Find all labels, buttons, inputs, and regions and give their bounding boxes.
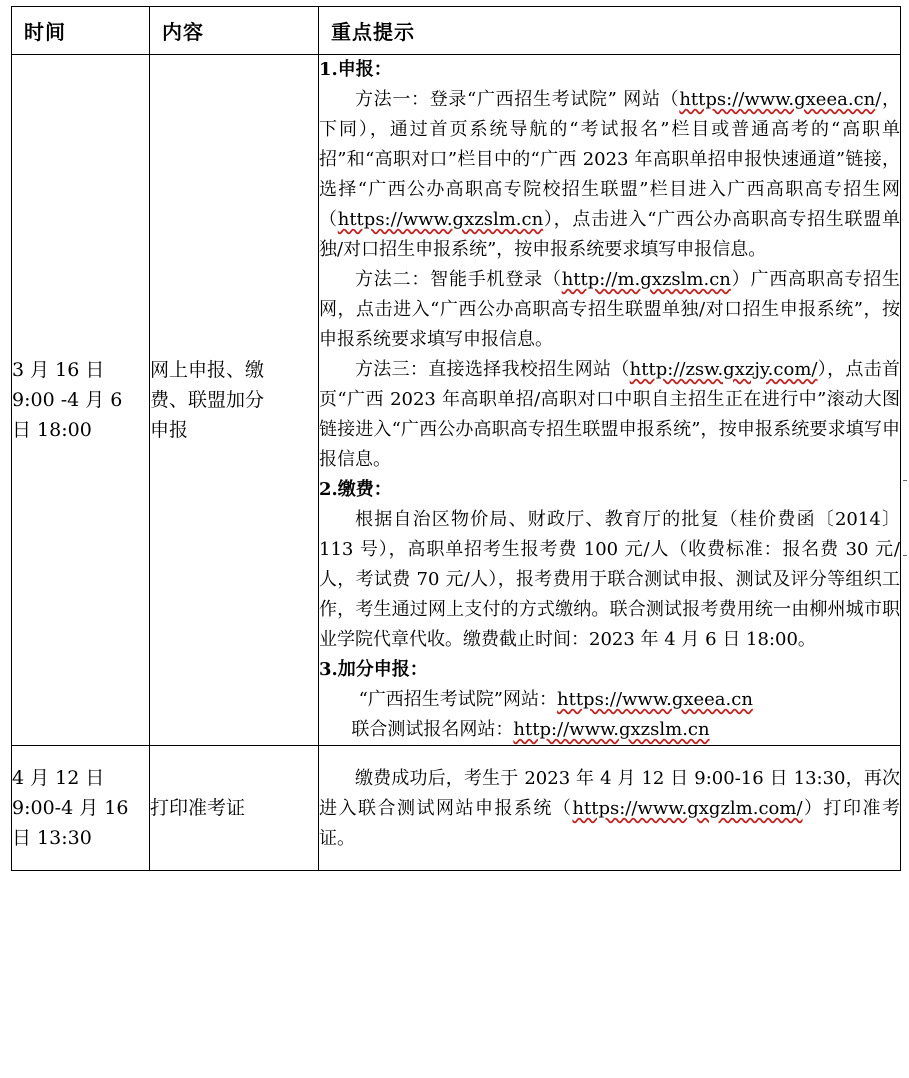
print-admission-text: 缴费成功后，考生于 2023 年 4 月 12 日 9:00-16 日 13:30，再次进入联合测试网站申报系统（https://www.gxgzlm.com/）打印准考证。 — [319, 768, 901, 849]
header-content: 内容 — [150, 7, 319, 55]
method-one: 方法一：登录“广西招生考试院” 网站（https://www.gxeea.cn/，下同），通过首页系统导航的“考试报名”栏目或普通高考的“高职单招”和“高职对口”栏目中的“广西 2023 年高职单招申报快速通道”链接，选择“广西公办高职高专院校招生联盟”栏目进入广西高职高专招生网（https://www.gxzslm.cn），点击进入“广西公办高职高专招生联盟单独/对口招生申报系统”，按申报系统要求填写申报信息。 — [319, 89, 900, 260]
table-row — [12, 55, 901, 746]
table-row — [12, 746, 901, 871]
gxzslm-link-2[interactable]: http://www.gxzslm.cn — [513, 719, 710, 740]
bonus-site-1: “广西招生考试院”网站：https://www.gxeea.cn — [358, 689, 753, 710]
gxgzlm-link[interactable]: https://www.gxgzlm.com/ — [572, 798, 803, 819]
header-row — [12, 7, 901, 55]
mobile-gxzslm-link[interactable]: http://m.gxzslm.cn — [561, 269, 731, 290]
section-fee-title: 2.缴费： — [319, 479, 392, 500]
schedule-table — [11, 6, 901, 871]
bonus-site-2: 联合测试报名网站：http://www.gxzslm.cn — [351, 719, 710, 740]
edge-mark — [903, 480, 907, 481]
method-three: 方法三：直接选择我校招生网站（http://zsw.gxzjy.com/），点击首页“广西 2023 年高职单招/高职对口中职自主招生正在进行中”滚动大图链接进入“广西公办高职高专招生联盟申报系统”，按申报系统要求填写申报信息。 — [319, 359, 901, 470]
fee-text: 根据自治区物价局、财政厅、教育厅的批复（桂价费函〔2014〕113 号），高职单招考生报考费 100 元/人（收费标准：报名费 30 元/人，考试费 70 元/人），报考费用于联合测试申报、测试及评分等组织工作，考生通过网上支付的方式缴纳。联合测试报考费用统一由柳州城市职业学院代章代收。缴费截止时间：2023 年 4 月 6 日 18:00。 — [319, 509, 900, 650]
gxeea-link[interactable]: https://www.gxeea.cn — [679, 89, 876, 110]
header-time: 时间 — [12, 7, 150, 55]
section-apply-title: 1.申报： — [319, 59, 392, 80]
school-site-link[interactable]: http://zsw.gxzjy.com/ — [629, 359, 818, 380]
edge-mark — [903, 555, 907, 556]
method-two: 方法二：智能手机登录（http://m.gxzslm.cn）广西高职高专招生网，点击进入“广西公办高职高专招生联盟单独/对口招生申报系统”，按申报系统要求填写申报信息。 — [319, 269, 901, 350]
key-points-cell — [319, 55, 901, 746]
section-bonus-title: 3.加分申报： — [319, 659, 428, 680]
header-key-points: 重点提示 — [319, 7, 901, 55]
content-cell: 网上申报、缴 费、联盟加分 申报 — [150, 55, 319, 746]
time-cell: 3 月 16 日 9:00 -4 月 6 日 18:00 — [12, 55, 150, 746]
content-cell: 打印准考证 — [150, 746, 319, 871]
gxeea-link-2[interactable]: https://www.gxeea.cn — [557, 689, 753, 710]
gxzslm-link[interactable]: https://www.gxzslm.cn — [337, 209, 544, 230]
key-points-cell — [319, 746, 901, 871]
time-cell: 4 月 12 日 9:00-4 月 16 日 13:30 — [12, 746, 150, 871]
